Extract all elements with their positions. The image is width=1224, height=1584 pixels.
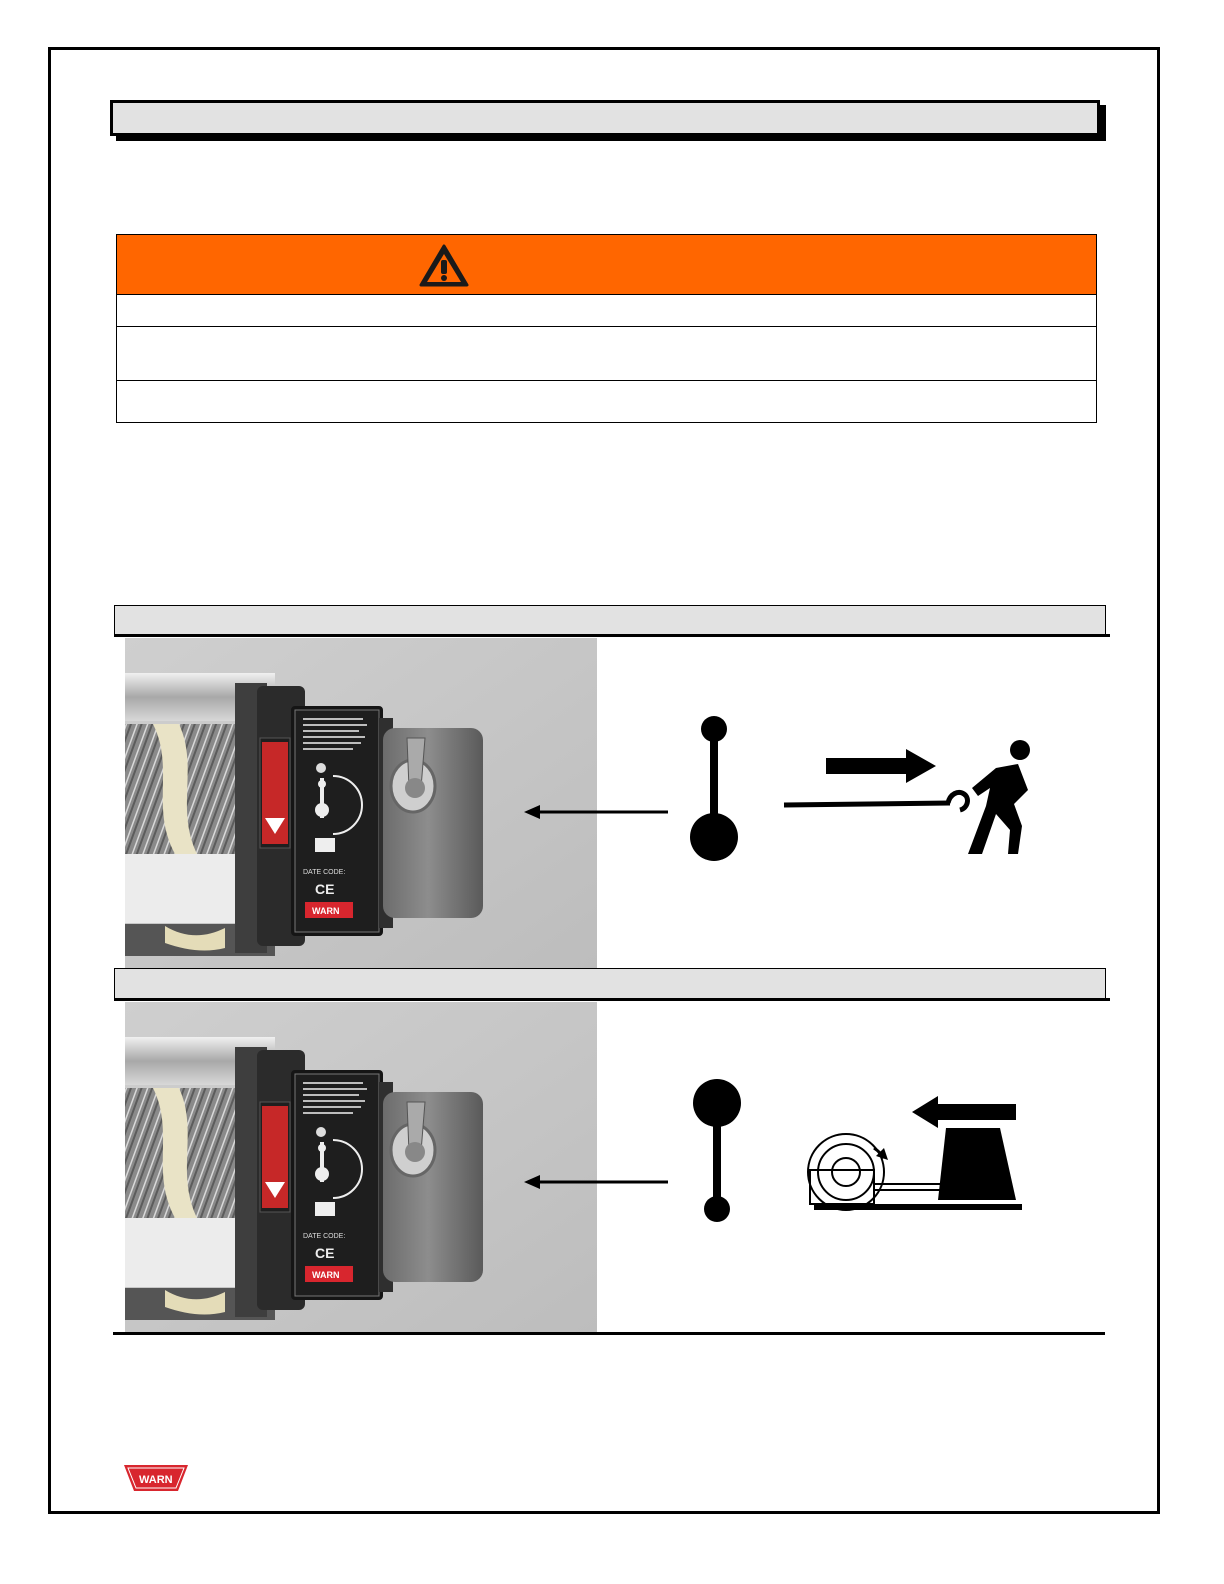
section-title-bar — [110, 100, 1100, 136]
warning-row — [117, 381, 1096, 423]
warning-box — [116, 234, 1097, 423]
freespool-pull-icon — [782, 736, 1042, 860]
divider-line — [114, 634, 1110, 637]
clutch-freespool-bar — [114, 605, 1106, 636]
clutch-engaged-bar — [114, 968, 1106, 999]
warning-triangle-icon — [417, 241, 471, 289]
label-brand: WARN — [312, 906, 340, 916]
winch-pulling-load-icon — [804, 1096, 1028, 1216]
warning-row — [117, 295, 1096, 327]
warning-header — [117, 235, 1096, 295]
logo-text: WARN — [139, 1474, 173, 1486]
divider-line — [114, 998, 1110, 1001]
label-brand: WARN — [312, 1270, 340, 1280]
winch-photo-engaged — [125, 1002, 597, 1332]
date-code-label: DATE CODE: — [303, 869, 346, 876]
bottom-rule — [113, 1332, 1105, 1335]
warn-logo — [124, 1462, 188, 1494]
lever-up-icon — [690, 1078, 744, 1224]
pointer-arrow-freespool — [524, 803, 670, 826]
ce-mark: CE — [315, 1245, 335, 1261]
ce-mark: CE — [315, 881, 335, 897]
pointer-arrow-engaged — [524, 1173, 670, 1196]
date-code-label: DATE CODE: — [303, 1233, 346, 1240]
warning-row — [117, 327, 1096, 381]
lever-down-icon — [688, 716, 742, 862]
